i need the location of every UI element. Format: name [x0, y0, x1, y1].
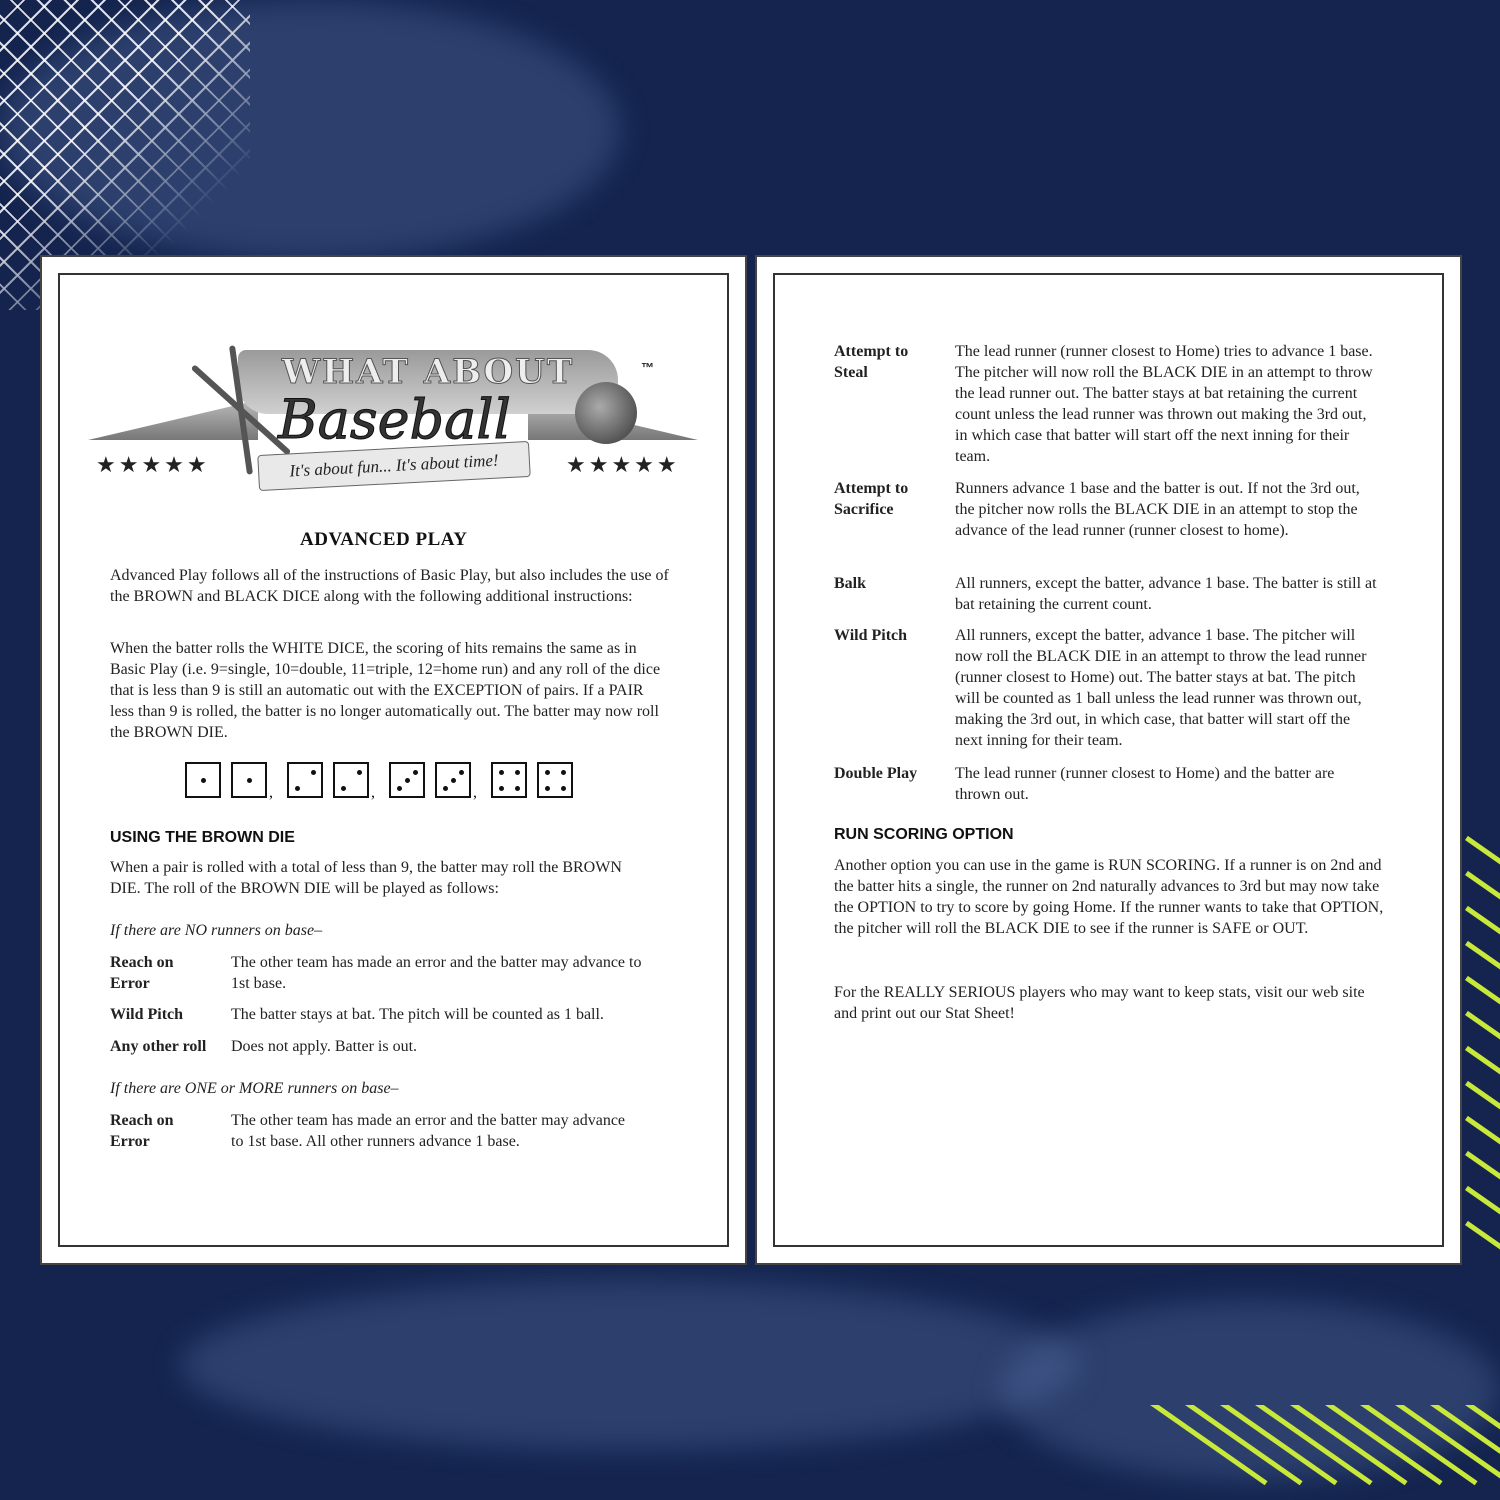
advanced-play-heading: ADVANCED PLAY — [300, 529, 468, 550]
rule-description: The other team has made an error and the batter may advance to 1st base. — [231, 954, 642, 992]
die-pip — [561, 770, 566, 775]
logo-tagline: It's about fun... It's about time! — [257, 441, 531, 491]
logo-top-text: WHAT ABOUT — [281, 352, 575, 392]
stripe-graphic-right — [1465, 830, 1500, 1300]
die-face-4 — [491, 762, 527, 798]
rule-term: Reach on Error — [110, 954, 174, 992]
die-pip — [545, 770, 550, 775]
run-scoring-paragraph: Another option you can use in the game is RUN SCORING. If a runner is on 2nd and the batter hits a single, the runner on 2nd naturally advances to 3rd but may now take the OPTION to try to score by going Home. If the runner wants to take that OPTION, the pitcher will roll the BLACK DIE to see if the runner is SAFE or OUT. — [834, 857, 1384, 937]
run-scoring-heading: RUN SCORING OPTION — [834, 826, 1014, 843]
die-face-1 — [231, 762, 267, 798]
die-pip — [515, 770, 520, 775]
stripe-graphic-bottom — [1150, 1405, 1500, 1500]
rule-term: Attempt to Sacrifice — [834, 480, 909, 518]
stars-right: ★★★★★ — [566, 452, 680, 477]
intro-paragraph: Advanced Play follows all of the instructions of Basic Play, but also includes the use of the BROWN and BLACK DICE along with the following additional instructions: — [110, 567, 669, 605]
die-face-1 — [185, 762, 221, 798]
die-face-3 — [389, 762, 425, 798]
die-pip — [459, 770, 464, 775]
die-pip — [443, 786, 448, 791]
die-pip — [341, 786, 346, 791]
dice-pairs-illustration — [185, 762, 605, 806]
dice-separator: , — [269, 784, 273, 801]
rule-description: The lead runner (runner closest to Home) and the batter are thrown out. — [955, 765, 1335, 803]
die-pip — [413, 770, 418, 775]
rule-term: Double Play — [834, 765, 918, 782]
die-pip — [311, 770, 316, 775]
rule-description: Runners advance 1 base and the batter is out. If not the 3rd out, the pitcher now rolls the BLACK DIE in an attempt to stop the advance of the lead runner (runner closest to home). — [955, 480, 1360, 539]
rule-description: The lead runner (runner closest to Home) tries to advance 1 base. The pitcher will now roll the BLACK DIE in an attempt to throw the lead runner out. The batter stays at bat retaining the current count unless the lead runner was thrown out making the 3rd out, in which case that batter will start off the next inning for their team. — [955, 343, 1373, 465]
white-dice-paragraph: When the batter rolls the WHITE DICE, the scoring of hits remains the same as in Basic Play (i.e. 9=single, 10=double, 11=triple, 12=home run) and any roll of the dice that is less than 9 is still an automatic out with the EXCEPTION of pairs. If a PAIR less than 9 is rolled, the batter is no longer automatically out. The batter may now roll the BROWN DIE. — [110, 640, 661, 741]
closing-paragraph: For the REALLY SERIOUS players who may want to keep stats, visit our web site and print out our Stat Sheet! — [834, 984, 1365, 1022]
rule-description: The batter stays at bat. The pitch will be counted as 1 ball. — [231, 1006, 604, 1023]
rule-term: Balk — [834, 575, 867, 592]
no-runners-heading: If there are NO runners on base– — [110, 922, 323, 939]
game-logo — [88, 340, 698, 490]
die-pip — [561, 786, 566, 791]
rule-description: All runners, except the batter, advance 1 base. The pitcher will now roll the BLACK DIE in an attempt to throw the lead runner (runner closest to Home) out. The batter stays at bat. The pitch will be counted as 1 ball unless the lead runner was thrown out, making the 3rd out, in which case, that batter will start off the next inning for their team. — [955, 627, 1367, 749]
logo-main-text: Baseball — [278, 388, 511, 451]
rule-description: Does not apply. Batter is out. — [231, 1038, 418, 1055]
background-texture — [180, 1280, 1080, 1450]
trademark-symbol: ™ — [641, 360, 654, 375]
dice-separator: , — [371, 784, 375, 801]
rule-description: All runners, except the batter, advance 1 base. The batter is still at bat retaining the current count. — [955, 575, 1377, 613]
die-face-4 — [537, 762, 573, 798]
stars-left: ★★★★★ — [96, 452, 210, 477]
die-face-3 — [435, 762, 471, 798]
die-pip — [201, 778, 206, 783]
die-pip — [397, 786, 402, 791]
die-pip — [295, 786, 300, 791]
die-pip — [405, 778, 410, 783]
die-pip — [515, 786, 520, 791]
brown-die-heading: USING THE BROWN DIE — [110, 829, 295, 846]
die-pip — [247, 778, 252, 783]
die-pip — [357, 770, 362, 775]
dice-separator: , — [473, 784, 477, 801]
rule-term: Wild Pitch — [110, 1006, 184, 1023]
rule-term: Reach on Error — [110, 1112, 174, 1150]
rule-description: The other team has made an error and the batter may advance to 1st base. All other runners advance 1 base. — [231, 1112, 626, 1150]
runners-heading: If there are ONE or MORE runners on base– — [110, 1080, 399, 1097]
die-face-2 — [287, 762, 323, 798]
die-pip — [499, 770, 504, 775]
rule-term: Attempt to Steal — [834, 343, 909, 381]
die-pip — [451, 778, 456, 783]
rule-term: Wild Pitch — [834, 627, 908, 644]
die-face-2 — [333, 762, 369, 798]
baseball-glove-icon — [575, 382, 637, 444]
die-pip — [545, 786, 550, 791]
brown-die-intro: When a pair is rolled with a total of less than 9, the batter may roll the BROWN DIE. The roll of the BROWN DIE will be played as follows: — [110, 859, 622, 897]
die-pip — [499, 786, 504, 791]
rule-term: Any other roll — [110, 1038, 207, 1055]
